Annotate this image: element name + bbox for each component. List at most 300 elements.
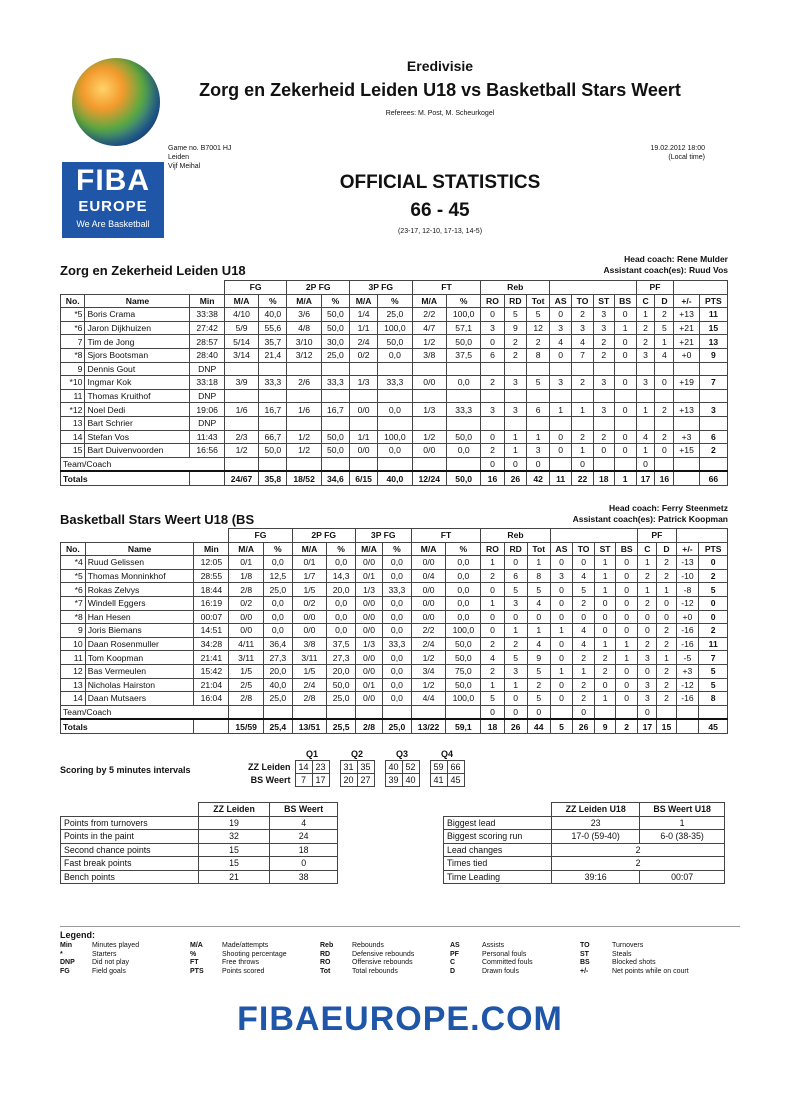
stat-cell: +3: [676, 664, 699, 678]
legend-key: +/-: [580, 967, 589, 975]
stat-cell: [504, 416, 527, 430]
stat-cell: 40,0: [259, 308, 287, 322]
legend-key: PF: [450, 950, 459, 958]
stat-cell: 2: [699, 569, 728, 583]
totals-cell: [674, 471, 699, 485]
legend-desc: Starters: [92, 950, 117, 958]
stat-cell: 1/3: [412, 403, 446, 417]
stat-cell: [614, 416, 636, 430]
stat-cell: [527, 362, 550, 376]
legend-key: AS: [450, 942, 460, 949]
stat-cell: 5: [699, 678, 728, 692]
player-row: [61, 637, 728, 651]
stat-cell: 1/3: [350, 376, 378, 390]
stat-cell: 1/5: [229, 664, 264, 678]
stat-cell: 11: [699, 637, 728, 651]
interval-score: 59: [430, 761, 447, 774]
stat-cell: 3: [638, 692, 657, 706]
legend-key: Reb: [320, 942, 334, 949]
legend-desc: Blocked shots: [612, 959, 656, 966]
stat-cell: 0: [550, 610, 572, 624]
stat-cell: 1: [595, 556, 616, 570]
stat-cell: 5/14: [224, 335, 258, 349]
stat-cell: 0: [527, 610, 550, 624]
empty-cell: [383, 705, 412, 719]
stat-cell: 1: [595, 637, 616, 651]
stat-cell: 14,3: [327, 569, 356, 583]
empty-cell: [292, 705, 327, 719]
stat-cell: 2: [572, 308, 594, 322]
stat-cell: 3/4: [411, 664, 446, 678]
stat-cell: 3: [504, 403, 527, 417]
misc-header-row: [61, 803, 338, 817]
player-row: [61, 624, 728, 638]
interval-score: 66: [447, 761, 464, 774]
stat-cell: 12:05: [194, 556, 229, 570]
league-name: Eredivisie: [406, 58, 474, 74]
stat-cell: 4/11: [229, 637, 264, 651]
stat-cell: 100,0: [446, 308, 480, 322]
stat-cell: 2/8: [292, 692, 327, 706]
misc-row: [61, 843, 338, 857]
totals-cell: 42: [527, 471, 550, 485]
team-stat-cell: 0: [636, 457, 655, 471]
col-pts: PTS: [699, 294, 727, 308]
stat-cell: [378, 389, 412, 403]
legend-desc: Turnovers: [612, 942, 644, 949]
stat-cell: DNP: [190, 416, 224, 430]
stat-cell: 50,0: [321, 321, 349, 335]
header-row-groups: [61, 281, 728, 295]
stat-cell: [655, 416, 674, 430]
header-reb: Reb: [481, 529, 551, 543]
stat-cell: 5: [527, 376, 550, 390]
player-name: Jaron Dijkhuizen: [85, 321, 190, 335]
misc-header: BS Weert U18: [640, 803, 725, 817]
legend-key: FT: [190, 959, 199, 966]
header-fg: FG: [229, 529, 292, 543]
header-blank2: [550, 281, 636, 295]
stat-cell: 100,0: [378, 321, 412, 335]
stat-cell: 25,0: [264, 692, 293, 706]
player-row: [61, 389, 728, 403]
stat-cell: [614, 389, 636, 403]
stat-cell: 28:40: [190, 348, 224, 362]
stat-cell: 0/0: [355, 624, 382, 638]
stat-cell: -10: [676, 569, 699, 583]
team-stat-cell: [595, 705, 616, 719]
team-stat-cell: [616, 705, 638, 719]
stat-cell: 5: [655, 321, 674, 335]
stat-cell: 0: [550, 678, 572, 692]
stat-cell: 0/2: [350, 348, 378, 362]
stat-cell: 2: [657, 624, 676, 638]
stat-cell: 1/2: [287, 430, 321, 444]
interval-team: BS Weert: [250, 775, 291, 785]
stat-cell: 0/0: [292, 610, 327, 624]
player-number: 13: [61, 416, 85, 430]
stat-cell: 33,3: [259, 376, 287, 390]
stat-cell: 3: [481, 403, 504, 417]
interval-row: [248, 774, 464, 787]
stat-cell: [287, 416, 321, 430]
col-pct: %: [327, 542, 356, 556]
totals-row: [61, 719, 728, 733]
stat-cell: [636, 389, 655, 403]
stat-cell: 4: [527, 637, 550, 651]
header-blank2: [550, 529, 637, 543]
stat-cell: 0,0: [383, 610, 412, 624]
stat-cell: 0: [638, 610, 657, 624]
col-no: No.: [61, 542, 86, 556]
player-row: [61, 678, 728, 692]
stat-cell: 2: [481, 444, 504, 458]
stat-cell: 2: [636, 335, 655, 349]
col-to: TO: [573, 542, 595, 556]
header-p2: 2P FG: [292, 529, 355, 543]
stat-cell: 33,3: [446, 403, 480, 417]
stat-cell: -16: [676, 624, 699, 638]
stat-cell: 0: [550, 596, 572, 610]
stat-cell: 6: [504, 569, 527, 583]
player-name: Dennis Gout: [85, 362, 190, 376]
header-row-groups: [61, 529, 728, 543]
stat-cell: 3: [699, 403, 727, 417]
stat-cell: 0,0: [327, 610, 356, 624]
stat-cell: 0: [614, 376, 636, 390]
quarter-label: Q3: [395, 749, 408, 759]
stat-cell: 1/8: [229, 569, 264, 583]
stat-cell: 36,4: [264, 637, 293, 651]
gap: [374, 774, 385, 787]
stat-cell: 1: [595, 569, 616, 583]
stat-cell: 1: [638, 583, 657, 597]
blank: [248, 748, 295, 761]
stat-cell: 1: [657, 651, 676, 665]
totals-cell: 26: [504, 719, 527, 733]
col-st: ST: [593, 294, 614, 308]
stat-cell: DNP: [190, 389, 224, 403]
stat-cell: 0/0: [355, 596, 382, 610]
stat-cell: 35,7: [259, 335, 287, 349]
empty-cell: [259, 457, 287, 471]
stat-cell: 4: [527, 596, 550, 610]
misc-value: 15: [198, 843, 269, 857]
player-number: *7: [61, 596, 86, 610]
stat-cell: 0: [638, 664, 657, 678]
stat-cell: 2: [573, 651, 595, 665]
stat-cell: 1: [527, 430, 550, 444]
empty-cell: [446, 457, 480, 471]
stat-cell: 0: [481, 610, 504, 624]
player-row: [61, 376, 728, 390]
stat-cell: 27,3: [264, 651, 293, 665]
legend-key: D: [450, 967, 456, 975]
header-reb: Reb: [481, 281, 550, 295]
stat-cell: 4/7: [412, 321, 446, 335]
misc-value: 38: [270, 870, 338, 884]
stat-cell: 16,7: [259, 403, 287, 417]
stat-cell: 1: [638, 556, 657, 570]
stat-cell: [527, 389, 550, 403]
stat-cell: 2: [527, 678, 550, 692]
totals-cell: 25,0: [383, 719, 412, 733]
stat-cell: 1: [573, 664, 595, 678]
stat-cell: 15:42: [194, 664, 229, 678]
stat-cell: [572, 389, 594, 403]
stat-cell: 5: [527, 692, 550, 706]
stat-cell: +19: [674, 376, 699, 390]
stat-cell: 0/1: [355, 569, 382, 583]
player-row: [61, 308, 728, 322]
stat-cell: 1/3: [355, 583, 382, 597]
stat-cell: 1: [550, 624, 572, 638]
legend-desc: Rebounds: [352, 942, 384, 949]
stat-cell: 3/9: [224, 376, 258, 390]
stat-cell: 20,0: [327, 664, 356, 678]
interval-score: 45: [447, 774, 464, 787]
gap: [419, 774, 430, 787]
quarter-scores: (23-17, 12-10, 17-13, 14-5): [397, 228, 483, 235]
team2-box-score: [60, 528, 728, 734]
stat-cell: 1/6: [224, 403, 258, 417]
stat-cell: 3/12: [287, 348, 321, 362]
stat-cell: 1: [572, 444, 594, 458]
player-number: 9: [61, 362, 85, 376]
legend-key: PTS: [190, 967, 204, 975]
totals-cell: 26: [573, 719, 595, 733]
stat-cell: 100,0: [446, 692, 481, 706]
gap: [329, 748, 340, 761]
player-number: *5: [61, 569, 86, 583]
stat-cell: 3/6: [287, 308, 321, 322]
stat-cell: 1: [616, 637, 638, 651]
stat-cell: 5: [699, 664, 728, 678]
stat-cell: 25,0: [327, 692, 356, 706]
team-stat-cell: [655, 457, 674, 471]
player-number: 7: [61, 335, 85, 349]
stat-cell: 1/2: [412, 335, 446, 349]
col-min: Min: [190, 294, 224, 308]
stat-cell: 1: [616, 651, 638, 665]
stat-cell: [614, 362, 636, 376]
col-rd: RD: [504, 294, 527, 308]
col-st: ST: [595, 542, 616, 556]
stat-cell: 21:41: [194, 651, 229, 665]
col-c: C: [636, 294, 655, 308]
gap: [329, 774, 340, 787]
stat-cell: 2/8: [229, 583, 264, 597]
col-c: C: [638, 542, 657, 556]
stat-cell: +0: [674, 348, 699, 362]
misc-value: 2: [552, 843, 725, 857]
stat-cell: 3: [527, 444, 550, 458]
misc-label: Fast break points: [61, 857, 199, 871]
stat-cell: 50,0: [259, 444, 287, 458]
stat-cell: 4: [636, 430, 655, 444]
intervals-label: Scoring by 5 minutes intervals: [60, 765, 191, 775]
stat-cell: 15: [699, 321, 727, 335]
totals-cell: 50,0: [446, 471, 480, 485]
stat-cell: 0: [616, 664, 638, 678]
stat-cell: [446, 416, 480, 430]
stat-cell: 40,0: [264, 678, 293, 692]
stat-cell: 2/4: [411, 637, 446, 651]
player-number: 14: [61, 692, 86, 706]
stat-cell: 50,0: [321, 430, 349, 444]
stat-cell: 0: [550, 637, 572, 651]
totals-cell: [190, 471, 224, 485]
stat-cell: 2: [573, 678, 595, 692]
misc-label: Times tied: [444, 857, 552, 871]
totals-cell: 6/15: [350, 471, 378, 485]
stat-cell: 0: [573, 610, 595, 624]
stat-cell: 0: [699, 556, 728, 570]
stat-cell: 3: [593, 403, 614, 417]
player-name: Thomas Monninkhof: [85, 569, 194, 583]
stat-cell: [636, 362, 655, 376]
interval-score: 23: [312, 761, 329, 774]
stat-cell: 0/0: [229, 624, 264, 638]
totals-cell: 5: [550, 719, 572, 733]
player-number: *8: [61, 348, 85, 362]
stat-cell: 3: [638, 678, 657, 692]
legend-desc: Field goals: [92, 967, 126, 975]
stat-cell: [350, 389, 378, 403]
stat-cell: 0,0: [378, 348, 412, 362]
totals-label: Totals: [61, 471, 190, 485]
stat-cell: 2: [657, 569, 676, 583]
totals-row: [61, 471, 728, 485]
stat-cell: 1/1: [350, 430, 378, 444]
quarter-label: Q2: [350, 749, 363, 759]
player-row: [61, 610, 728, 624]
stat-cell: 2/4: [350, 335, 378, 349]
misc-value: 39:16: [552, 870, 640, 884]
stat-cell: +21: [674, 321, 699, 335]
misc-row: [444, 843, 725, 857]
team-stat-cell: [674, 457, 699, 471]
team-stat-cell: [550, 705, 572, 719]
game-stats-table: [443, 802, 725, 884]
stat-cell: 0,0: [327, 596, 356, 610]
totals-cell: 1: [614, 471, 636, 485]
stat-cell: [674, 362, 699, 376]
misc-label: Points in the paint: [61, 830, 199, 844]
legend-desc: Did not play: [92, 959, 129, 966]
stat-cell: [412, 389, 446, 403]
stat-cell: 0,0: [264, 596, 293, 610]
stat-cell: 0: [593, 444, 614, 458]
player-row: [61, 416, 728, 430]
stat-cell: 0/0: [411, 556, 446, 570]
misc-label: Bench points: [61, 870, 199, 884]
stat-cell: 0/2: [229, 596, 264, 610]
stat-cell: 4: [481, 651, 504, 665]
stat-cell: 2/5: [229, 678, 264, 692]
player-row: [61, 569, 728, 583]
stat-cell: 0,0: [383, 569, 412, 583]
stat-cell: 5: [504, 583, 527, 597]
stat-cell: 2: [504, 637, 527, 651]
stat-cell: 16,7: [321, 403, 349, 417]
totals-cell: 45: [699, 719, 728, 733]
stat-cell: 1/6: [287, 403, 321, 417]
stat-cell: 3: [504, 376, 527, 390]
stat-cell: 0: [657, 596, 676, 610]
stat-cell: 0: [550, 583, 572, 597]
stat-cell: 0/0: [292, 624, 327, 638]
stat-cell: 3: [550, 569, 572, 583]
stat-cell: [699, 416, 727, 430]
stat-cell: 3/11: [292, 651, 327, 665]
totals-cell: 40,0: [378, 471, 412, 485]
game-date: 19.02.2012 18:00: [650, 145, 705, 152]
legend-desc: Shooting percentage: [222, 950, 287, 958]
stat-cell: [593, 416, 614, 430]
stat-cell: 1: [636, 308, 655, 322]
stat-cell: -13: [676, 556, 699, 570]
misc-value: 2: [552, 857, 725, 871]
col-pts: PTS: [699, 542, 728, 556]
stat-cell: 50,0: [321, 444, 349, 458]
player-number: 13: [61, 678, 86, 692]
stat-cell: 6: [481, 348, 504, 362]
stat-cell: 3: [550, 376, 572, 390]
stat-cell: 0: [616, 624, 638, 638]
totals-cell: 16: [655, 471, 674, 485]
interval-score: 40: [385, 761, 402, 774]
stat-cell: +13: [674, 308, 699, 322]
stat-cell: 1: [504, 678, 527, 692]
stat-cell: 19:06: [190, 403, 224, 417]
referees: Referees: M. Post, M. Scheurkogel: [385, 110, 495, 117]
stat-cell: 4: [655, 348, 674, 362]
col-min: Min: [194, 542, 229, 556]
team1-head-coach: Head coach: Rene Mulder: [624, 254, 728, 264]
legend-key: FG: [60, 967, 70, 975]
stat-cell: 2/3: [224, 430, 258, 444]
legend-desc: Drawn fouls: [482, 967, 519, 975]
stat-cell: 0,0: [383, 624, 412, 638]
player-name: Ingmar Kok: [85, 376, 190, 390]
totals-cell: 9: [595, 719, 616, 733]
totals-cell: 18: [593, 471, 614, 485]
stat-cell: 4/8: [287, 321, 321, 335]
gap: [374, 761, 385, 774]
stat-cell: DNP: [190, 362, 224, 376]
header-blank3: [674, 281, 728, 295]
stat-cell: -16: [676, 637, 699, 651]
col-d: D: [657, 542, 676, 556]
team1-name: Zorg en Zekerheid Leiden U18: [60, 263, 246, 278]
stat-cell: 50,0: [446, 335, 480, 349]
stat-cell: 00:07: [194, 610, 229, 624]
stat-cell: 2: [481, 637, 504, 651]
stat-cell: 0: [616, 692, 638, 706]
stat-cell: 0/0: [355, 651, 382, 665]
quarter-header-row: [248, 748, 464, 761]
stat-cell: 0,0: [383, 556, 412, 570]
player-name: Tim de Jong: [85, 335, 190, 349]
stat-cell: 2: [573, 692, 595, 706]
stat-cell: 100,0: [446, 624, 481, 638]
stat-cell: 5: [527, 308, 550, 322]
col-no: No.: [61, 294, 85, 308]
player-row: [61, 335, 728, 349]
player-number: *8: [61, 610, 86, 624]
player-number: 12: [61, 664, 86, 678]
